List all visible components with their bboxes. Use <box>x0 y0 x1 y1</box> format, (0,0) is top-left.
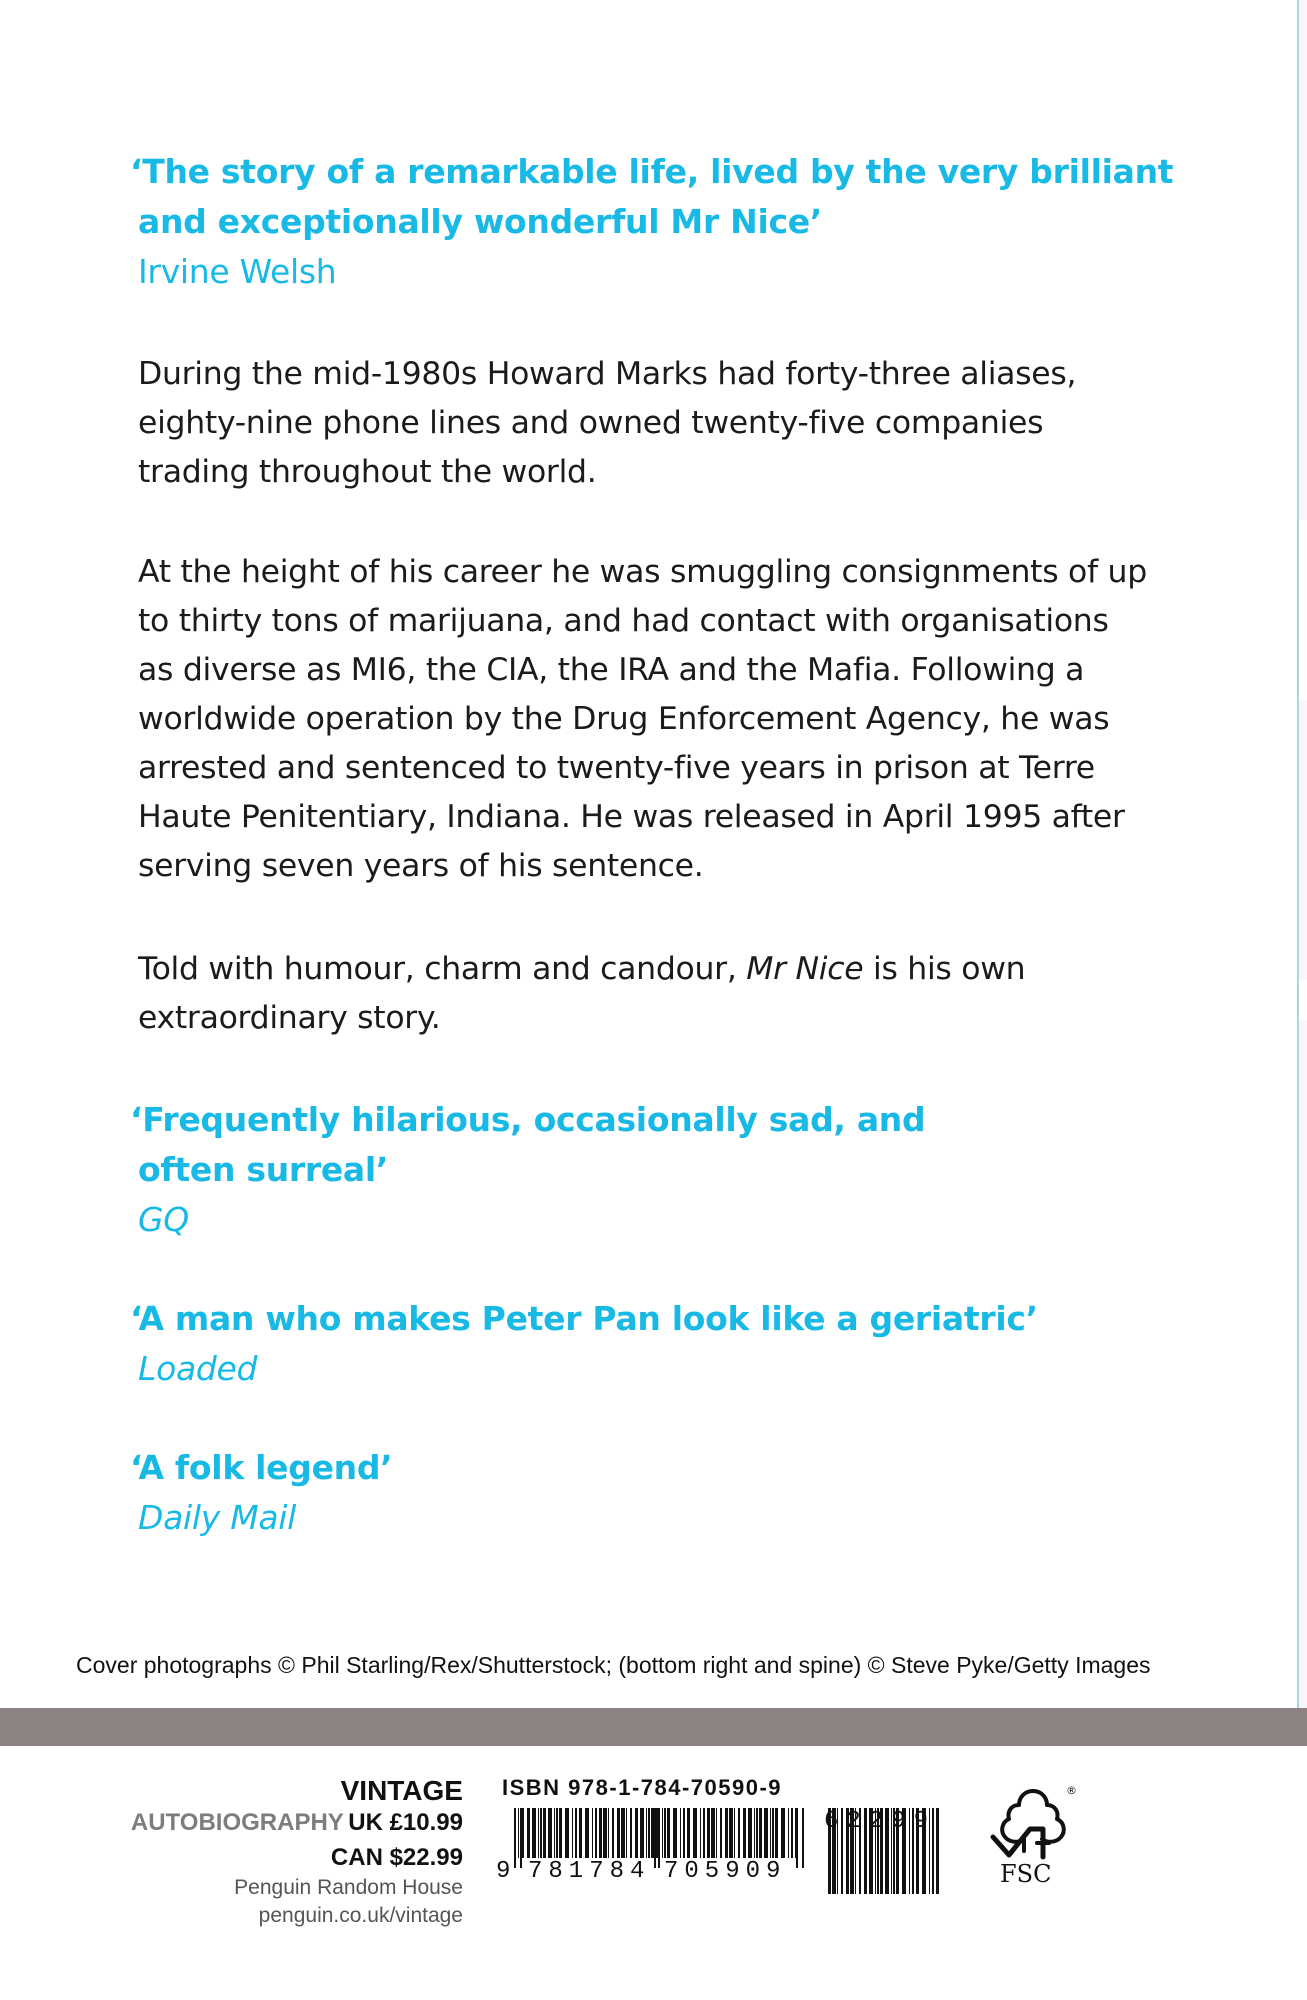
barcode-bar <box>664 1808 666 1858</box>
blurb-line: Haute Penitentiary, Indiana. He was released in April 1995 after <box>138 799 1125 835</box>
blurb-line: worldwide operation by the Drug Enforcement Agency, he was <box>138 701 1110 737</box>
barcode-bar <box>608 1808 609 1858</box>
blurb-paragraph-3 <box>138 945 1218 1043</box>
quote-line: ‘Frequently hilarious, occasionally sad, and <box>130 1100 926 1139</box>
barcode-guard-bar <box>654 1808 656 1868</box>
quote-gq <box>130 1095 925 1245</box>
barcode-bar <box>548 1808 552 1858</box>
blurb-line: to thirty tons of marijuana, and had contact with organisations <box>138 603 1109 639</box>
quote-line: often surreal’ <box>138 1150 389 1189</box>
barcode-bar <box>630 1808 632 1858</box>
barcode-bar <box>738 1808 740 1858</box>
barcode-bar <box>621 1808 625 1858</box>
edge-notch <box>1297 520 1307 700</box>
barcode-bar <box>711 1808 715 1858</box>
barcode-bar <box>592 1808 593 1858</box>
barcode-bar <box>725 1808 728 1858</box>
barcode-guard-bar <box>520 1808 522 1868</box>
barcode-bar <box>640 1808 644 1858</box>
quote-source: Irvine Welsh <box>138 252 337 291</box>
quote-irvine-welsh <box>130 147 1173 297</box>
barcode-bar <box>572 1808 573 1858</box>
fsc-registered-mark: ® <box>1066 1784 1077 1797</box>
publisher-brand: VINTAGE <box>340 1775 463 1806</box>
imprint-block <box>131 1775 463 1930</box>
barcode-bar <box>565 1808 569 1858</box>
barcode-bar <box>538 1808 539 1858</box>
barcode-bar <box>756 1808 758 1858</box>
barcode-bar <box>748 1808 752 1858</box>
barcode-bar <box>617 1808 620 1858</box>
barcode-bar <box>648 1808 650 1858</box>
blurb-text: Told with humour, charm and candour, <box>138 951 737 987</box>
fsc-label: FSC <box>1000 1860 1052 1888</box>
barcode-bar <box>743 1808 746 1858</box>
book-title: Mr Nice <box>746 951 864 987</box>
barcode-bar <box>554 1808 555 1858</box>
barcode-bar <box>532 1808 536 1858</box>
barcode-bar <box>527 1808 530 1858</box>
barcode-bar <box>772 1808 774 1858</box>
blurb-line: trading throughout the world. <box>138 454 597 490</box>
barcode-bar <box>788 1808 789 1858</box>
barcode-bar <box>700 1808 701 1858</box>
quote-line: ‘The story of a remarkable life, lived by the very brilliant <box>130 152 1174 191</box>
barcode-bar <box>716 1808 717 1858</box>
barcode-bar <box>595 1808 597 1858</box>
blurb-line: During the mid-1980s Howard Marks had forty-three aliases, <box>138 356 1077 392</box>
right-edge-strip <box>1297 0 1307 1710</box>
barcode-bar <box>775 1808 778 1858</box>
barcode-bar <box>556 1808 558 1858</box>
quote-line: ‘A man who makes Peter Pan look like a geriatric’ <box>130 1299 1038 1338</box>
barcode-bar <box>540 1808 542 1858</box>
genre-label: AUTOBIOGRAPHY <box>130 1809 344 1836</box>
barcode-digits-left: 781784 <box>528 1858 651 1885</box>
barcode-bar <box>936 1808 939 1894</box>
barcode-bar <box>543 1808 546 1858</box>
barcode-bar <box>770 1808 771 1858</box>
blurb-line: arrested and sentenced to twenty-five years in prison at Terre <box>138 750 1095 786</box>
barcode-bar <box>522 1808 524 1858</box>
barcode-digits-right: 705909 <box>664 1858 787 1885</box>
barcode-prefix-digit: 9 <box>496 1858 517 1885</box>
blurb-line: as diverse as MI6, the CIA, the IRA and the Mafia. Following a <box>138 652 1085 688</box>
quote-source: GQ <box>138 1200 189 1239</box>
price-can: CAN $22.99 <box>330 1844 463 1871</box>
blurb-paragraph-2 <box>138 548 1218 891</box>
price-uk: UK £10.99 <box>348 1809 463 1836</box>
barcode-bar <box>662 1808 663 1858</box>
barcode-bar <box>518 1808 519 1858</box>
barcode-bar <box>781 1808 785 1858</box>
barcode-bar <box>764 1808 768 1858</box>
barcode-bar <box>673 1808 677 1858</box>
barcode-bar <box>707 1808 710 1858</box>
blurb-line: At the height of his career he was smuggling consignments of up <box>138 554 1147 590</box>
blurb-line: eighty-nine phone lines and owned twenty-five companies <box>138 405 1044 441</box>
barcode-bar <box>683 1808 685 1858</box>
publisher-url: penguin.co.uk/vintage <box>258 1904 463 1927</box>
barcode-bar <box>599 1808 602 1858</box>
quote-line: and exceptionally wonderful Mr Nice’ <box>138 202 823 241</box>
blurb-line: serving seven years of his sentence. <box>138 848 704 884</box>
barcode-bar <box>559 1808 562 1858</box>
quote-daily-mail <box>130 1443 392 1543</box>
edge-notch <box>1297 980 1307 1020</box>
barcode-bar <box>703 1808 705 1858</box>
barcode-guard-bar <box>658 1808 660 1868</box>
barcode-bar <box>667 1808 670 1858</box>
barcode-bar <box>651 1808 654 1858</box>
blurb-paragraph-1 <box>138 350 1218 497</box>
barcode-bar <box>585 1808 589 1858</box>
publisher-name: Penguin Random House <box>234 1876 463 1899</box>
barcode-bar <box>729 1808 733 1858</box>
quote-line: ‘A folk legend’ <box>130 1448 393 1487</box>
barcode-bar <box>687 1808 690 1858</box>
barcode-bar <box>791 1808 793 1858</box>
barcode-bar <box>603 1808 607 1858</box>
barcode-bar <box>575 1808 577 1858</box>
barcode-bar <box>680 1808 681 1858</box>
barcode-guard-bar <box>796 1808 798 1868</box>
barcode-bar <box>734 1808 735 1858</box>
cover-credits: Cover photographs © Phil Starling/Rex/Shutterstock; (bottom right and spine) © Steve Pyke/Getty Images <box>76 1652 1151 1678</box>
barcode-bar <box>579 1808 582 1858</box>
grey-band <box>0 1708 1307 1746</box>
blurb-line <box>138 945 1218 994</box>
barcode-bar <box>626 1808 627 1858</box>
barcode-bar <box>646 1808 647 1858</box>
quote-source: Loaded <box>138 1349 258 1388</box>
barcode-bar <box>720 1808 722 1858</box>
barcode-bar <box>693 1808 697 1858</box>
barcode-bar <box>759 1808 762 1858</box>
barcode-addon-digits: 62299 <box>824 1808 937 1835</box>
quote-loaded <box>130 1294 1038 1394</box>
barcode-bar <box>612 1808 614 1858</box>
blurb-line: extraordinary story. <box>138 1000 441 1036</box>
barcode-bar <box>754 1808 755 1858</box>
blurb-text: is his own <box>873 951 1026 987</box>
genre-price-line <box>131 1807 463 1842</box>
barcode-bar <box>635 1808 638 1858</box>
isbn-number: ISBN 978-1-784-70590-9 <box>502 1775 783 1800</box>
quote-source: Daily Mail <box>138 1498 297 1537</box>
barcode-guard-bar <box>802 1808 804 1868</box>
